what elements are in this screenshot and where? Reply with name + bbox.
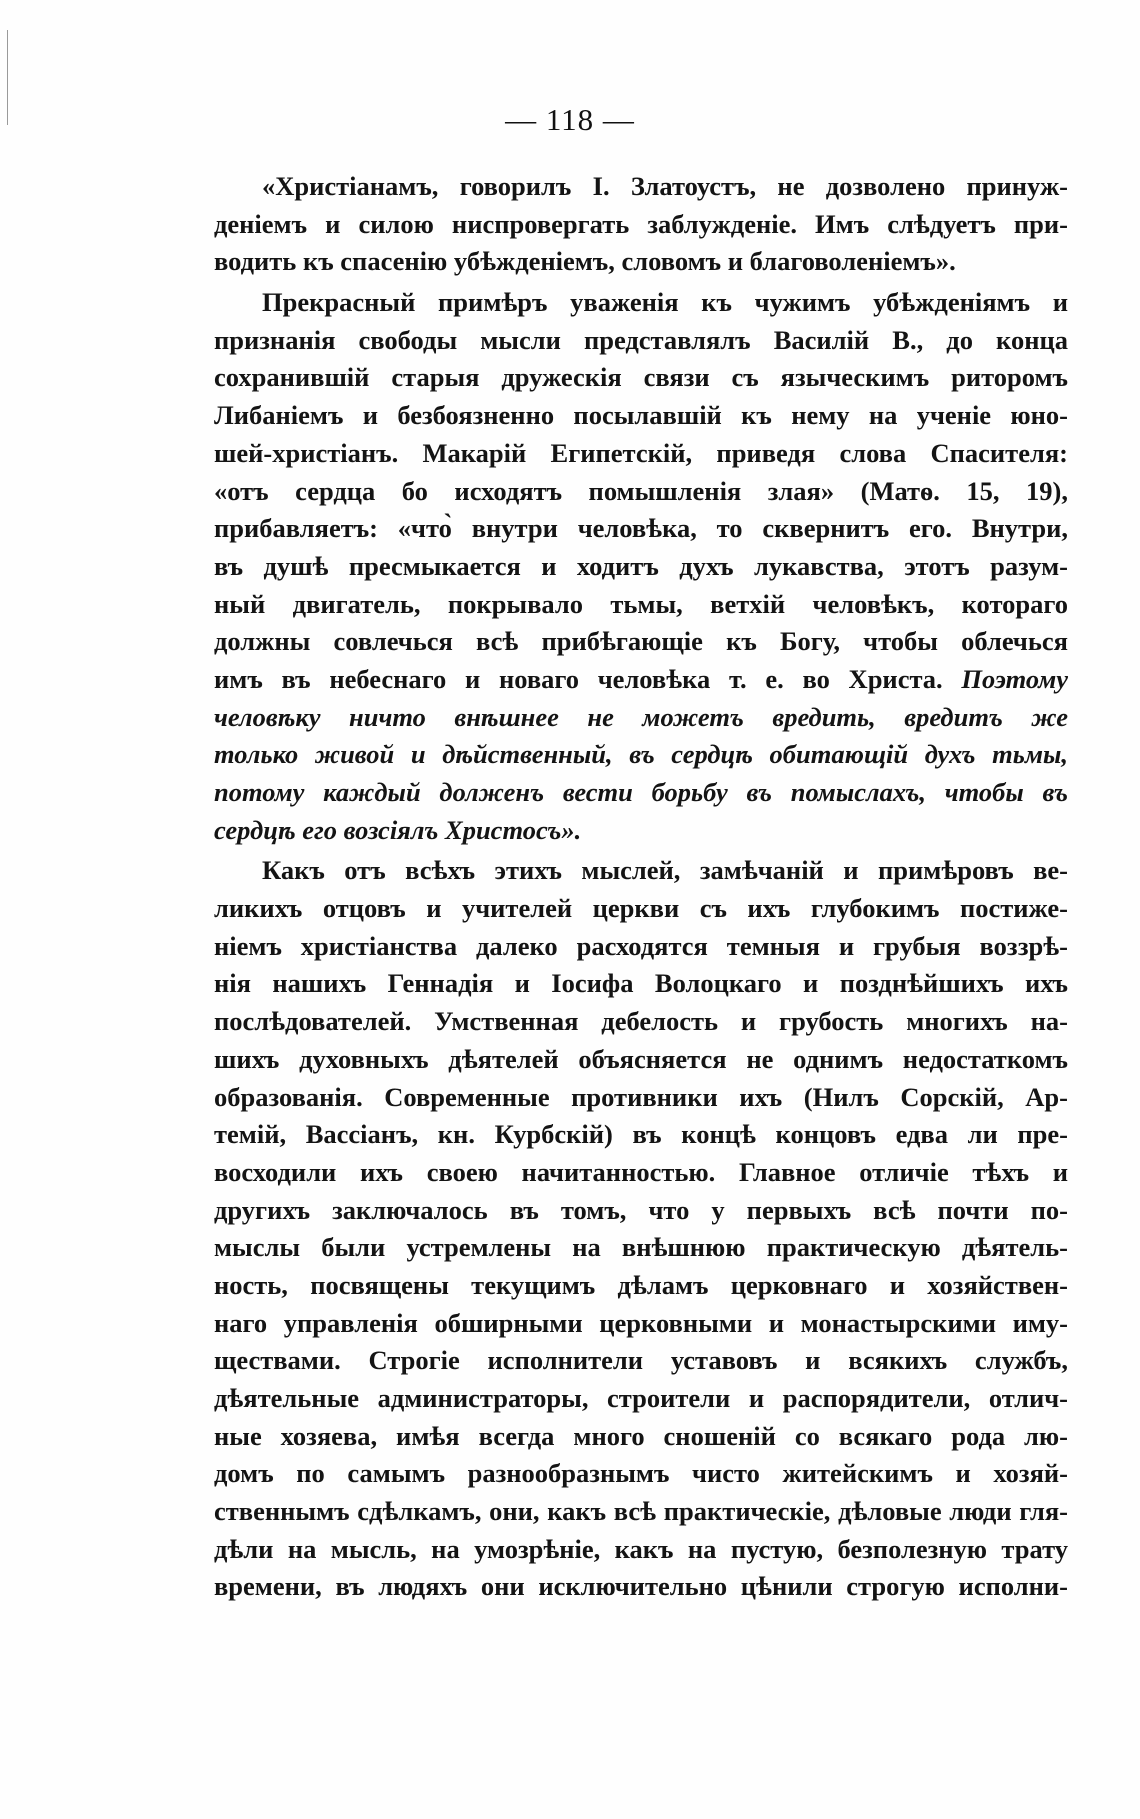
text-line: шихъ духовныхъ дѣятелей объясняется не однимъ недостаткомъ bbox=[214, 1043, 1068, 1074]
paragraph-2 bbox=[214, 284, 1068, 849]
text-line: наго управленія обширными церковными и монастырскими иму- bbox=[214, 1307, 1068, 1338]
text-line: ществами. Строгіе исполнители уставовъ и всякихъ службъ, bbox=[214, 1345, 1068, 1376]
text-line: сохранившій старыя дружескія связи съ языческимъ риторомъ bbox=[214, 362, 1068, 393]
text-line: дѣли на мысль, на умозрѣніе, какъ на пустую, безполезную трату bbox=[214, 1533, 1068, 1564]
text-line: ный двигатель, покрывало тьмы, ветхій человѣкъ, котораго bbox=[214, 588, 1068, 619]
italic-text-segment: Поэтому bbox=[961, 663, 1069, 694]
text-line: ственнымъ сдѣлкамъ, они, какъ всѣ практическіе, дѣловые люди гля- bbox=[214, 1496, 1068, 1527]
text-line: дѣятельные администраторы, строители и распорядители, отлич- bbox=[214, 1383, 1068, 1413]
page-number: — 118 — bbox=[505, 102, 635, 137]
italic-text-line: человѣку ничто внѣшнее не можетъ вредить, вредитъ же bbox=[214, 701, 1068, 732]
text-line: восходили ихъ своею начитанностью. Главное отличіе тѣхъ и bbox=[214, 1156, 1068, 1187]
text-line: ликихъ отцовъ и учителей церкви съ ихъ глубокимъ постиже- bbox=[214, 893, 1068, 924]
text-line: послѣдователей. Умственная дебелость и грубость многихъ на- bbox=[214, 1006, 1068, 1037]
italic-text-line: потому каждый долженъ вести борьбу въ помыслахъ, чтобы въ bbox=[214, 777, 1068, 807]
text-line: «Христіанамъ, говорилъ I. Златоустъ, не дозволено принуж- bbox=[262, 171, 1068, 201]
text-line-mixed bbox=[214, 661, 1068, 699]
text-line: времени, въ людяхъ они исключительно цѣнили строгую исполни- bbox=[214, 1571, 1068, 1602]
text-line: образованія. Современные противники ихъ (Нилъ Сорскій, Ар- bbox=[214, 1081, 1068, 1112]
text-line: нія нашихъ Геннадія и Іосифа Волоцкаго и позднѣйшихъ ихъ bbox=[214, 968, 1068, 999]
text-line: Прекрасный примѣръ уваженія къ чужимъ убѣжденіямъ и bbox=[262, 287, 1068, 318]
text-line: водить къ спасенію убѣжденіемъ, словомъ и благоволеніемъ». bbox=[214, 246, 956, 277]
italic-text-line: только живой и дѣйственный, въ сердцѣ обитающій духъ тьмы, bbox=[214, 739, 1068, 770]
text-line: признанія свободы мысли представлялъ Василій В., до конца bbox=[214, 324, 1068, 355]
italic-text-line: сердцѣ его возсіялъ Христосъ». bbox=[214, 814, 582, 845]
text-line: домъ по самымъ разнообразнымъ чисто житейскимъ и хозяй- bbox=[214, 1458, 1068, 1489]
text-line: мыслы были устремлены на внѣшнюю практическую дѣятель- bbox=[214, 1232, 1068, 1263]
text-line: ность, посвящены текущимъ дѣламъ церковнаго и хозяйствен- bbox=[214, 1269, 1068, 1300]
text-line: «отъ сердца бо исходятъ помышленія злая» (Матѳ. 15, 19), bbox=[214, 475, 1068, 506]
text-segment: имъ въ небеснаго и новаго человѣка т. е. во Христа. bbox=[214, 663, 943, 694]
text-line: ніемъ христіанства далеко расходятся темныя и грубыя воззрѣ- bbox=[214, 930, 1068, 961]
paragraph-3 bbox=[214, 852, 1068, 1606]
text-line: шей-христіанъ. Макарій Египетскій, приведя слова Спасителя: bbox=[214, 437, 1068, 468]
text-line: Какъ отъ всѣхъ этихъ мыслей, замѣчаній и примѣровъ ве- bbox=[262, 855, 1068, 886]
body-text bbox=[214, 168, 1068, 1606]
paragraph-1 bbox=[214, 168, 1068, 281]
text-line: другихъ заключалось въ томъ, что у первыхъ всѣ почти по- bbox=[214, 1194, 1068, 1225]
text-line: въ душѣ пресмыкается и ходитъ духъ лукавства, этотъ разум- bbox=[214, 550, 1068, 581]
text-line: должны совлечься всѣ прибѣгающіе къ Богу, чтобы облечься bbox=[214, 626, 1068, 657]
text-line: прибавляетъ: «что̀ внутри человѣка, то сквернитъ его. Внутри, bbox=[214, 513, 1068, 544]
text-line: ные хозяева, имѣя всегда много сношеній со всякаго рода лю- bbox=[214, 1420, 1068, 1451]
text-line: деніемъ и силою ниспровергать заблужденіе. Имъ слѣдуетъ при- bbox=[214, 208, 1068, 239]
text-line: Либаніемъ и безбоязненно посылавшій къ нему на ученіе юно- bbox=[214, 400, 1068, 431]
text-line: темій, Вассіанъ, кн. Курбскій) въ концѣ концовъ едва ли пре- bbox=[214, 1119, 1068, 1150]
